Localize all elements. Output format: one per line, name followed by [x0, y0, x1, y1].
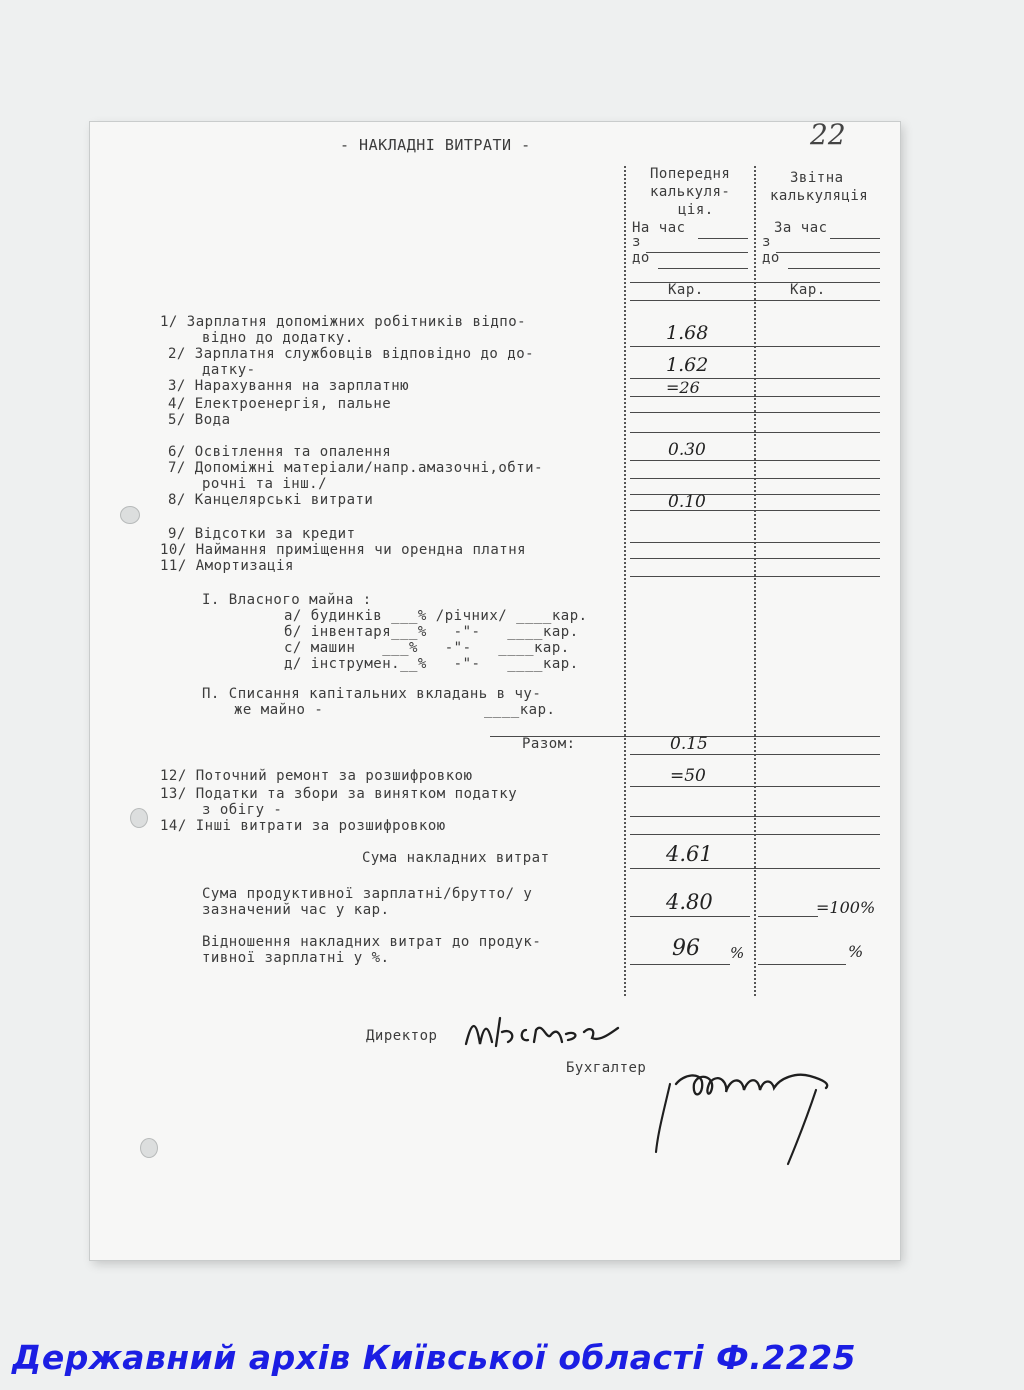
- amort-line-c: с/ машин ___% -"- ____кар.: [284, 640, 570, 656]
- item-5: 5/ Вода: [168, 412, 231, 428]
- punch-hole: [130, 808, 148, 828]
- item-11: 11/ Амортизація: [160, 558, 294, 574]
- item-3: 3/ Нарахування на зарплатню: [168, 378, 410, 394]
- item-1-cont: відно до додатку.: [202, 330, 354, 346]
- ratio-report: %: [848, 942, 864, 961]
- amort-line-a: а/ будинків ___% /річних/ ____кар.: [284, 608, 588, 624]
- item-8-value: 0.10: [668, 492, 706, 512]
- sum-overhead-value: 4.61: [666, 842, 713, 866]
- item-2-value: 1.62: [666, 354, 709, 376]
- column-separator-mid: [754, 166, 756, 996]
- prev-unit: Кар.: [668, 282, 704, 298]
- prev-to: до: [632, 250, 650, 266]
- item-13: 13/ Податки та збори за винятком податку: [160, 786, 518, 802]
- report-header-1: Звітна: [790, 170, 844, 186]
- item-13-cont: з обігу -: [202, 802, 283, 818]
- ratio-percent: %: [730, 944, 745, 962]
- prev-header-3: ція.: [678, 202, 714, 218]
- punch-hole: [120, 506, 140, 524]
- item-8: 8/ Канцелярські витрати: [168, 492, 374, 508]
- item-7-cont: рочні та інш./: [202, 476, 328, 492]
- item-7: 7/ Допоміжні матеріали/напр.амазочні,обти-: [168, 460, 544, 476]
- accountant-signature: [650, 1054, 840, 1166]
- item-12-value: =50: [670, 766, 706, 786]
- sum-salary-value: 4.80: [666, 890, 713, 914]
- sum-salary-line2: зазначений час у кар.: [202, 902, 390, 918]
- document-title: - НАКЛАДНІ ВИТРАТИ -: [340, 136, 531, 154]
- amort-capital-1: П. Списання капітальних вкладань в чу-: [202, 686, 542, 702]
- item-9: 9/ Відсотки за кредит: [168, 526, 356, 542]
- prev-header-1: Попередня: [650, 166, 731, 182]
- item-1: 1/ Зарплатня допоміжних робітників відпо-: [160, 314, 527, 330]
- report-time-label: За час: [774, 220, 828, 236]
- report-header-2: калькуляція: [770, 188, 869, 204]
- subtotal-label: Разом:: [522, 736, 576, 752]
- sum-salary-line1: Сума продуктивної зарплатні/брутто/ у: [202, 886, 533, 902]
- ratio-line2: тивної зарплатні у %.: [202, 950, 390, 966]
- item-6-value: 0.30: [668, 440, 706, 460]
- director-signature: [462, 1008, 632, 1054]
- accountant-label: Бухгалтер: [566, 1060, 647, 1076]
- item-3-value: =26: [666, 378, 700, 397]
- sum-salary-report: =100%: [816, 898, 876, 917]
- ratio-value: 96: [672, 936, 700, 961]
- amort-line-d: д/ інструмен.__% -"- ____кар.: [284, 656, 579, 672]
- sum-overhead-label: Сума накладних витрат: [362, 850, 550, 866]
- amort-line-b: б/ інвентаря___% -"- ____кар.: [284, 624, 579, 640]
- director-label: Директор: [366, 1028, 438, 1044]
- report-to: до: [762, 250, 780, 266]
- amort-capital-2: же майно - ____кар.: [234, 702, 556, 718]
- item-12: 12/ Поточний ремонт за розшифровкою: [160, 768, 473, 784]
- ratio-line1: Відношення накладних витрат до продук-: [202, 934, 542, 950]
- item-4: 4/ Електроенергія, пальне: [168, 396, 392, 412]
- document-sheet: [90, 118, 900, 1260]
- archive-caption: Державний архів Київської області Ф.2225: [12, 1338, 857, 1377]
- subtotal-value: 0.15: [670, 734, 708, 754]
- prev-header-2: калькуля-: [650, 184, 731, 200]
- prev-from: з: [632, 234, 641, 250]
- prev-time-label: На час: [632, 220, 686, 236]
- item-6: 6/ Освітлення та опалення: [168, 444, 392, 460]
- column-separator-left: [624, 166, 626, 996]
- punch-hole: [140, 1138, 158, 1158]
- item-2-cont: датку-: [202, 362, 256, 378]
- report-from: з: [762, 234, 771, 250]
- amort-own-property: I. Власного майна :: [202, 592, 372, 608]
- item-14: 14/ Інші витрати за розшифровкою: [160, 818, 446, 834]
- item-2: 2/ Зарплатня службовців відповідно до до-: [168, 346, 535, 362]
- item-1-value: 1.68: [666, 322, 709, 344]
- page-number: 22: [810, 118, 846, 151]
- report-unit: Кар.: [790, 282, 826, 298]
- item-10: 10/ Наймання приміщення чи орендна платня: [160, 542, 527, 558]
